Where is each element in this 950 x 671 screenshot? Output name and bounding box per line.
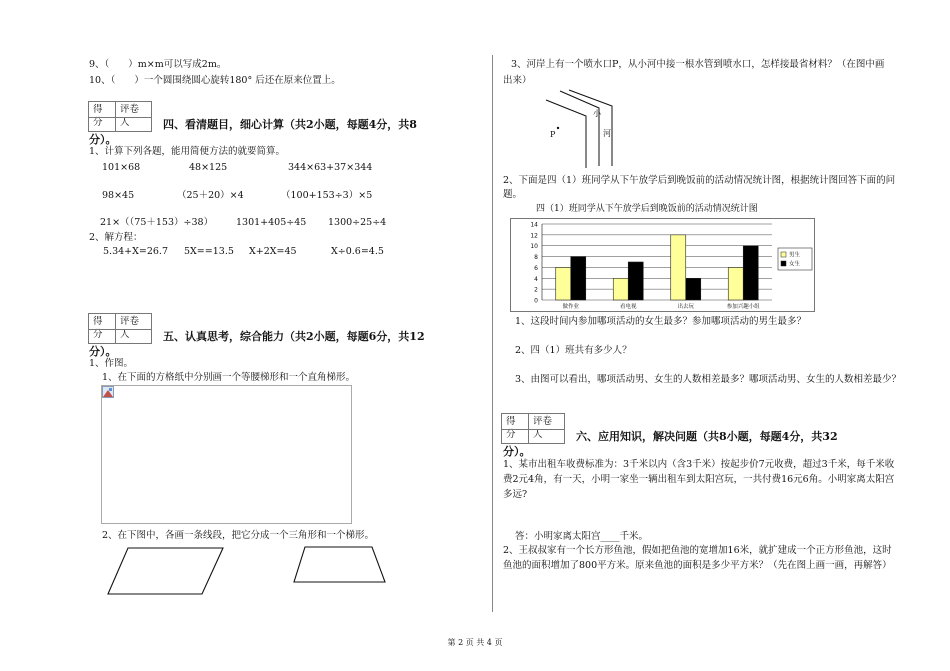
grader-label: 评卷人 — [533, 416, 553, 440]
legend-label: 男生 — [789, 252, 801, 259]
y-tick-label: 0 — [534, 297, 538, 305]
point-p-label: P — [550, 130, 556, 139]
section-6-title-cont: 分）。 — [503, 445, 531, 458]
y-tick-label: 12 — [530, 232, 538, 240]
section-5-title: 五、认真思考，综合能力（共2小题，每题6分，共12 — [163, 330, 425, 343]
equation-4: X÷0.6=4.5 — [331, 246, 384, 257]
problem-1-line2: 费2元4角，有一天，小明一家坐一辆出租车到太阳宫玩，一共付费16元6角。小明家离太阳宫 — [503, 474, 895, 485]
calc-1-3: 344×63+37×344 — [288, 162, 373, 173]
problem-2-line2: 鱼池的面积增加了800平方米。原来鱼池的面积是多少平方米？（先在图上画一画，再解答） — [503, 560, 892, 571]
y-tick-label: 2 — [534, 286, 538, 294]
calc-2-1: 98×45 — [102, 190, 135, 201]
score-box-section-6 — [501, 413, 565, 444]
calc-1-1: 101×68 — [102, 162, 141, 173]
equation-3: X+2X=45 — [249, 246, 297, 257]
bar-girls — [686, 278, 701, 300]
section-4-title-cont: 分）。 — [89, 133, 117, 146]
sub-question-3: 3、由图可以看出，哪项活动男、女生的人数相差最多？哪项活动男、女生的人数相差最少？ — [515, 374, 902, 385]
bar-boys — [613, 278, 628, 300]
calc-2-3: （100+153÷3）×5 — [281, 190, 373, 201]
score-label: 得分 — [502, 414, 529, 443]
legend-swatch — [781, 261, 786, 266]
grader-label: 评卷人 — [120, 316, 140, 340]
drawing-grid-area — [101, 385, 352, 524]
problem-1-line3: 多远? — [503, 489, 528, 500]
score-box-section-5 — [88, 313, 152, 344]
problem-1-answer: 答：小明家离太阳宫____千米。 — [515, 531, 649, 542]
bar-boys — [671, 235, 686, 300]
river-label-2: 河 — [603, 129, 611, 138]
sub-question-2: 2、四（1）班共有多少人？ — [515, 345, 632, 356]
grader-label: 评卷人 — [120, 104, 140, 128]
section-4-q1: 1、计算下列各题，能用简便方法的就要简算。 — [89, 146, 286, 157]
calc-1-2: 48×125 — [189, 162, 228, 173]
section-4-q2: 2、解方程： — [89, 232, 143, 243]
equation-1: 5.34+X=26.7 — [103, 246, 168, 257]
section-5-q1-1: 1、在下面的方格纸中分别画一个等腰梯形和一个直角梯形。 — [102, 372, 356, 383]
chart-title: 四（1）班同学从下午放学后到晚饭前的活动情况统计图 — [536, 204, 758, 214]
calc-3-2: 1301+405÷45 — [236, 217, 307, 228]
y-tick-label: 4 — [534, 275, 538, 283]
question-2-line2: 题。 — [503, 189, 523, 200]
legend-swatch — [781, 252, 786, 257]
calc-3-3: 1300÷25÷4 — [328, 217, 387, 228]
problem-1-line1: 1、某市出租车收费标准为：3千米以内（含3千米）按起步价7元收费，超过3千米，每千米收 — [503, 459, 895, 470]
column-divider — [492, 55, 493, 612]
bar-boys — [556, 267, 571, 300]
question-9: 9、（ ）m×m可以写成2m。 — [89, 59, 227, 70]
score-box-section-4 — [88, 101, 152, 132]
trapezoid-shape — [292, 545, 388, 585]
score-label: 得分 — [89, 314, 116, 343]
river-label-1: 小 — [593, 109, 601, 118]
section-5-title-cont: 分）。 — [89, 345, 117, 358]
calc-3-1: 21×（（75＋153）÷38） — [100, 217, 214, 228]
category-label: 做作业 — [562, 304, 580, 310]
page-footer: 第 2 页 共 4 页 — [447, 638, 503, 647]
legend-label: 女生 — [789, 261, 801, 268]
bar-girls — [743, 246, 758, 300]
question-3-line2: 出来） — [503, 75, 532, 86]
category-label: 参加兴趣小组 — [726, 304, 760, 310]
y-tick-label: 10 — [530, 243, 538, 251]
section-6-title: 六、应用知识，解决问题（共8小题，每题4分，共32 — [576, 430, 838, 443]
broken-image-icon — [102, 386, 114, 398]
y-tick-label: 14 — [530, 221, 538, 229]
parallelogram-shape — [106, 545, 226, 597]
calc-2-2: （25＋20）×4 — [177, 190, 244, 201]
bar-girls — [571, 257, 586, 300]
sub-question-1: 1、这段时间内参加哪项活动的女生最多？参加哪项活动的男生最多？ — [515, 316, 807, 327]
y-tick-label: 6 — [534, 264, 538, 272]
question-2-line1: 2、下面是四（1）班同学从下午放学后到晚饭前的活动情况统计图，根据统计图回答下面的问 — [503, 175, 896, 186]
score-label: 得分 — [89, 102, 116, 131]
bar-boys — [728, 267, 743, 300]
bar-girls — [628, 262, 643, 300]
equation-2: 5X==13.5 — [184, 246, 234, 257]
problem-2-line1: 2、王叔叔家有一个长方形鱼池，假如把鱼池的宽增加16米，就扩建成一个正方形鱼池，这时 — [503, 545, 892, 556]
section-4-title: 四、看清题目，细心计算（共2小题，每题4分，共8 — [163, 118, 417, 131]
category-label: 看电视 — [619, 304, 637, 310]
question-3-line1: 3、河岸上有一个喷水口P，从小河中接一根水管到喷水口，怎样接最省材料？（在图中画 — [511, 59, 885, 70]
question-10: 10、（ ）一个圆围绕圆心旋转180° 后还在原来位置上。 — [89, 75, 341, 86]
section-5-q1: 1、作图。 — [89, 358, 134, 369]
y-tick-label: 8 — [534, 254, 538, 262]
category-label: 出去玩 — [677, 304, 695, 310]
activity-bar-chart — [510, 218, 815, 312]
section-5-q1-2: 2、在下图中，各画一条线段，把它分成一个三角形和一个梯形。 — [102, 530, 375, 541]
